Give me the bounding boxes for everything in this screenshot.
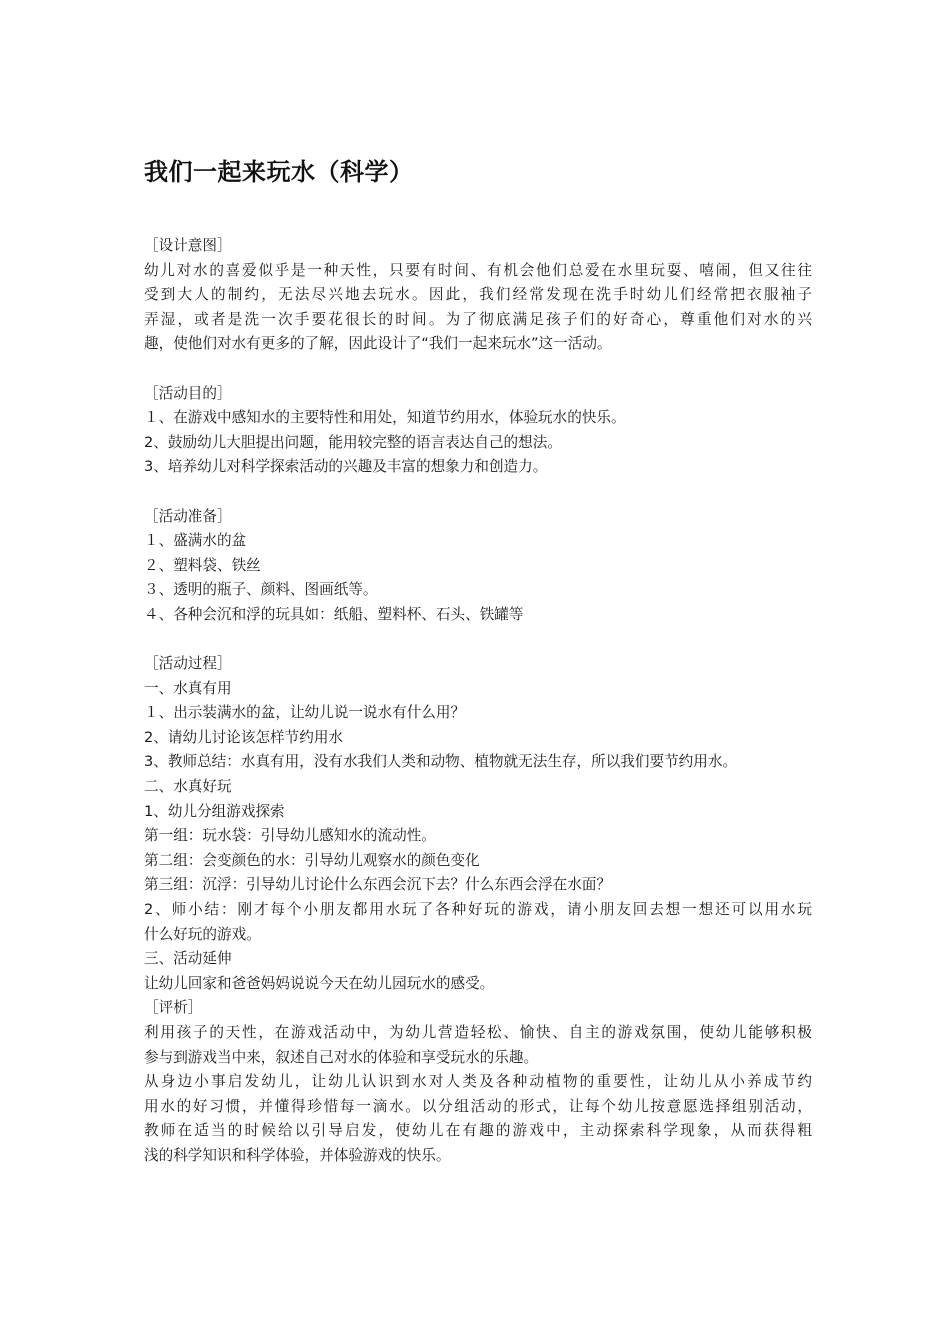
paragraph-line: 幼儿对水的喜爱似乎是一种天性，只要有时间、有机会他们总爱在水里玩耍、嘻闹，但又往往 (144, 261, 812, 279)
paragraph-line: 教师在适当的时候给以引导启发，使幼儿在有趣的游戏中，主动探索科学现象，从而获得粗 (144, 1122, 812, 1140)
list-item: １、出示装满水的盆，让幼儿说一说水有什么用？ (144, 704, 466, 722)
document-title: 我们一起来玩水（科学） (144, 158, 414, 186)
section-heading-goals: ［活动目的］ (144, 384, 232, 402)
list-item: 3、教师总结：水真有用，没有水我们人类和动物、植物就无法生存，所以我们要节约用水。 (144, 753, 738, 771)
subheading: 三、活动延伸 (144, 950, 232, 968)
paragraph-line: 用水的好习惯，并懂得珍惜每一滴水。以分组活动的形式，让每个幼儿按意愿选择组别活动， (144, 1097, 812, 1115)
section-heading-process: ［活动过程］ (144, 655, 232, 673)
list-item: 3、培养幼儿对科学探索活动的兴趣及丰富的想象力和创造力。 (144, 458, 548, 476)
list-item: ４、各种会沉和浮的玩具如：纸船、塑料杯、石头、铁罐等 (144, 605, 524, 623)
list-item: 什么好玩的游戏。 (144, 925, 261, 943)
list-item: １、在游戏中感知水的主要特性和用处，知道节约用水，体验玩水的快乐。 (144, 409, 626, 427)
paragraph-line: 受到大人的制约，无法尽兴地去玩水。因此，我们经常发现在洗手时幼儿们经常把衣服袖子 (144, 286, 812, 304)
spacer (144, 357, 812, 382)
list-item: １、盛满水的盆 (144, 532, 247, 550)
subheading: 一、水真有用 (144, 679, 232, 697)
list-item: ３、透明的瓶子、颜料、图画纸等。 (144, 581, 378, 599)
spacer (144, 480, 812, 505)
list-item: 2、请幼儿讨论该怎样节约用水 (144, 728, 344, 746)
paragraph-line: 弄湿，或者是洗一次手要花很长的时间。为了彻底满足孩子们的好奇心，尊重他们对水的兴 (144, 310, 812, 328)
list-item: 第一组：玩水袋：引导幼儿感知水的流动性。 (144, 827, 436, 845)
spacer (144, 628, 812, 653)
paragraph-line: 浅的科学知识和科学体验，并体验游戏的快乐。 (144, 1146, 451, 1164)
paragraph-line: 利用孩子的天性，在游戏活动中，为幼儿营造轻松、愉快、自主的游戏氛围，使幼儿能够积极 (144, 1024, 812, 1041)
paragraph-line: 参与到游戏当中来，叙述自己对水的体验和享受玩水的乐趣。 (144, 1048, 539, 1066)
list-item: 让幼儿回家和爸爸妈妈说说今天在幼儿园玩水的感受。 (144, 974, 495, 992)
section-heading-prep: ［活动准备］ (144, 507, 232, 525)
section-heading-review: ［评析］ (144, 999, 203, 1017)
paragraph-line: 从身边小事启发幼儿，让幼儿认识到水对人类及各种动植物的重要性，让幼儿从小养成节约 (144, 1073, 812, 1091)
document-body (144, 234, 812, 1169)
list-item: 1、幼儿分组游戏探索 (144, 802, 285, 820)
list-item: 2、鼓励幼儿大胆提出问题，能用较完整的语言表达自己的想法。 (144, 433, 562, 451)
list-item: 第二组：会变颜色的水：引导幼儿观察水的颜色变化 (144, 851, 480, 869)
list-item: ２、塑料袋、铁丝 (144, 556, 261, 574)
subheading: 二、水真好玩 (144, 778, 232, 796)
section-heading-design: ［设计意图］ (144, 237, 232, 254)
list-item: 2、师小结：刚才每个小朋友都用水玩了各种好玩的游戏，请小朋友回去想一想还可以用水玩 (144, 901, 812, 919)
paragraph-line: 趣，使他们对水有更多的了解，因此设计了“我们一起来玩水”这一活动。 (144, 335, 612, 353)
list-item: 第三组：沉浮：引导幼儿讨论什么东西会沉下去？什么东西会浮在水面？ (144, 876, 612, 894)
